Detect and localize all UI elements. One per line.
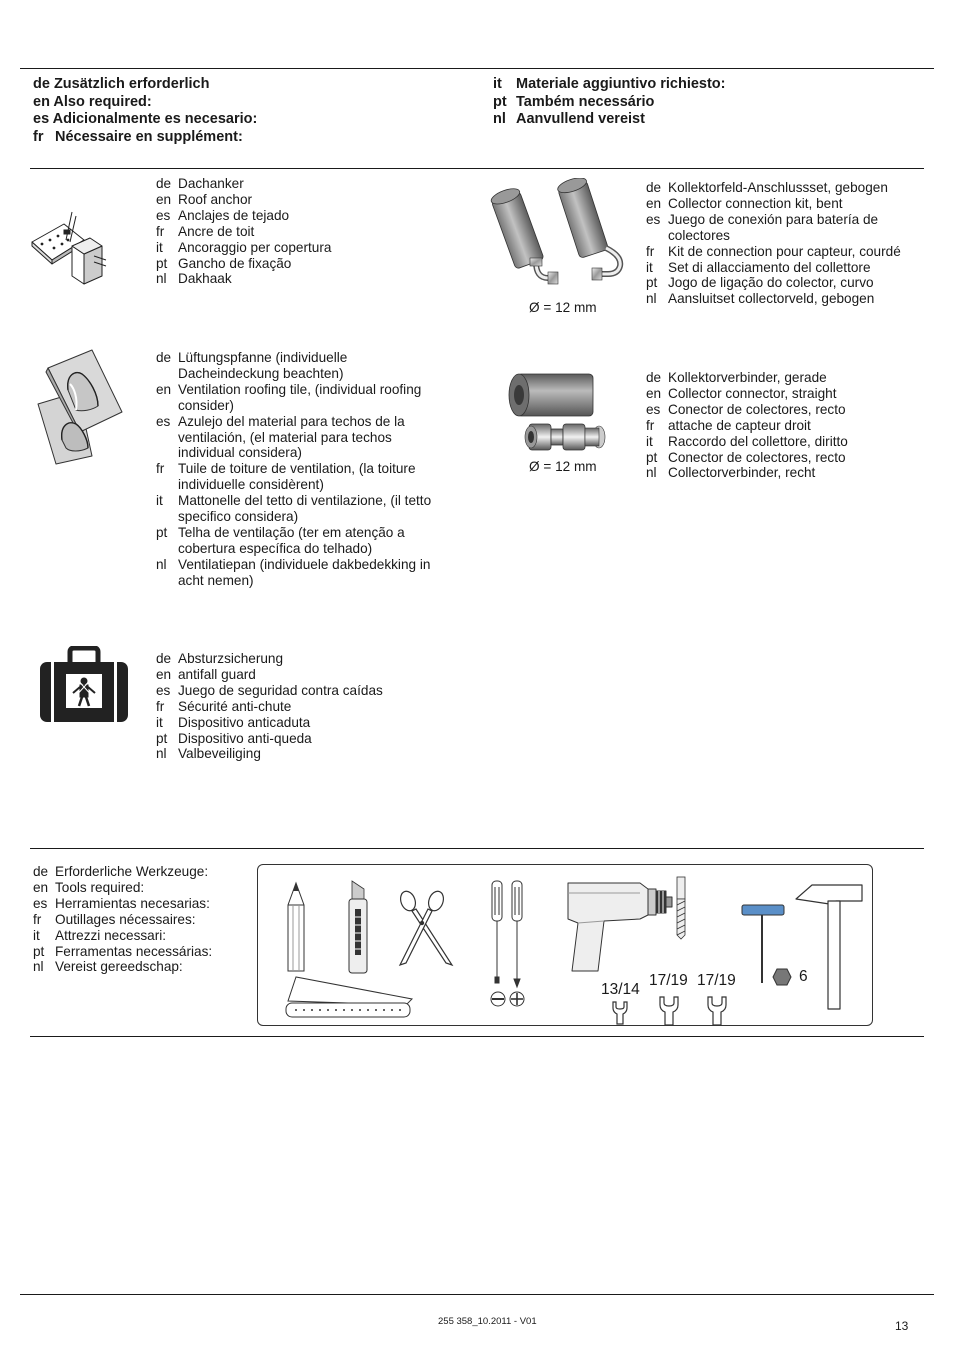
list-item: en Collector connection kit, bent — [646, 195, 843, 211]
tools-bottom-rule — [30, 1036, 924, 1037]
connection-kit-list — [646, 180, 936, 307]
footer-rule — [20, 1294, 934, 1295]
list-item: nl Dakhaak — [156, 271, 232, 287]
list-item: nl Vereist gereedschap: — [33, 959, 183, 975]
wrench-icon — [609, 1000, 631, 1026]
wrench-size-label: 13/14 — [601, 981, 640, 998]
list-item: en Collector connector, straight — [646, 385, 837, 401]
list-item: de Dachanker — [156, 176, 244, 191]
drill-bit-icon — [674, 875, 688, 941]
ventilation-tile-list — [156, 350, 446, 589]
list-item: nl Valbeveiliging — [156, 746, 261, 762]
bent-connection-kit-icon — [488, 178, 634, 295]
collector-connector-list — [646, 370, 936, 481]
list-item: fr attache de capteur droit — [646, 417, 811, 433]
list-item: en Tools required: — [33, 879, 145, 895]
header-line: fr Nécessaire en supplément: — [33, 128, 243, 145]
list-item: it Dispositivo anticaduta — [156, 714, 311, 730]
list-item: de Erforderliche Werkzeuge: — [33, 864, 209, 879]
list-item: it Attrezzi necessari: — [33, 927, 167, 943]
hex-icon — [772, 968, 792, 986]
roof-anchor-list — [156, 176, 446, 287]
list-item: es Herramientas necesarias: — [33, 895, 210, 911]
list-item: fr Sécurité anti-chute — [156, 698, 292, 714]
wrench-icon — [704, 995, 730, 1027]
tools-panel — [257, 864, 873, 1026]
list-item: es Azulejo del material para techos de la ventilación, (el material para techos individual considera) — [156, 413, 405, 461]
pencil-icon — [286, 881, 306, 973]
list-item: nl Ventilatiepan (individuele dakbedekking in acht nemen) — [156, 556, 431, 588]
roof-anchor-icon — [28, 210, 110, 295]
list-item: it Ancoraggio per copertura — [156, 239, 332, 255]
list-item: es Conector de colectores, recto — [646, 401, 846, 417]
document-id: 255 358_10.2011 - V01 — [438, 1316, 537, 1327]
wrench-size-label: 17/19 — [697, 972, 736, 989]
folding-rule-icon — [284, 973, 414, 1019]
drill-icon — [564, 879, 676, 973]
header-left — [33, 76, 257, 146]
header-line: nl Aanvullend vereist — [493, 111, 645, 127]
header-line: pt Também necessário — [493, 93, 655, 110]
diameter-label: Ø = 12 mm — [529, 459, 597, 474]
hex-key-size-label: 6 — [799, 968, 808, 985]
list-item: es Juego de conexión para batería de colectores — [646, 211, 879, 243]
list-item: es Juego de seguridad contra caídas — [156, 682, 383, 698]
list-item: de Absturzsicherung — [156, 651, 284, 666]
list-item: it Raccordo del collettore, diritto — [646, 433, 848, 449]
list-item: fr Outillages nécessaires: — [33, 911, 196, 927]
list-item: en Roof anchor — [156, 191, 253, 207]
list-item: fr Kit de connection pour capteur, courdé — [646, 243, 901, 259]
hammer-icon — [792, 883, 866, 1013]
list-item: en antifall guard — [156, 666, 256, 682]
header-line: es Adicionalmente es necesario: — [33, 111, 258, 127]
top-rule — [20, 68, 934, 69]
diameter-label: Ø = 12 mm — [529, 300, 597, 315]
wrench-size-label: 17/19 — [649, 972, 688, 989]
list-item: fr Tuile de toiture de ventilation, (la toiture individuelle considèrent) — [156, 461, 416, 493]
tools-list — [33, 864, 253, 975]
wrench-icon — [656, 995, 682, 1027]
header-line: de Zusätzlich erforderlich — [33, 76, 210, 92]
list-item: es Anclajes de tejado — [156, 207, 290, 223]
list-item: pt Conector de colectores, recto — [646, 449, 846, 465]
list-item: it Mattonelle del tetto di ventilazione, (il tetto specifico considera) — [156, 493, 432, 525]
list-item: de Lüftungspfanne (individuelle Dacheindeckung beachten) — [156, 350, 348, 381]
list-item: it Set di allacciamento del collettore — [646, 259, 871, 275]
list-item: pt Ferramentas necessárias: — [33, 943, 213, 959]
header-bottom-rule — [30, 168, 924, 169]
header-line: it Materiale aggiuntivo richiesto: — [493, 76, 726, 92]
list-item: en Ventilation roofing tile, (individual roofing consider) — [156, 381, 422, 413]
list-item: fr Ancre de toit — [156, 223, 255, 239]
header-line: en Also required: — [33, 93, 152, 110]
list-item: de Kollektorfeld-Anschlussset, gebogen — [646, 180, 888, 195]
ventilation-tile-icon — [36, 348, 132, 473]
list-item: pt Jogo de ligação do colector, curvo — [646, 275, 874, 291]
list-item: nl Aansluitset collectorveld, gebogen — [646, 291, 875, 307]
list-item: de Kollektorverbinder, gerade — [646, 370, 827, 385]
list-item: pt Dispositivo anti-queda — [156, 730, 312, 746]
scissors-icon — [396, 889, 456, 969]
list-item: nl Collectorverbinder, recht — [646, 465, 816, 481]
tools-top-rule — [30, 848, 924, 849]
list-item: pt Gancho de fixação — [156, 255, 292, 271]
straight-connector-icon — [505, 366, 609, 461]
antifall-case-icon — [38, 646, 130, 729]
header-right — [493, 76, 726, 129]
screwdriver-icon — [486, 879, 536, 1009]
page-number: 13 — [895, 1319, 909, 1333]
antifall-guard-list — [156, 651, 446, 762]
cutter-knife-icon — [346, 879, 370, 975]
list-item: pt Telha de ventilação (ter em atenção a cobertura específica do telhado) — [156, 524, 405, 556]
